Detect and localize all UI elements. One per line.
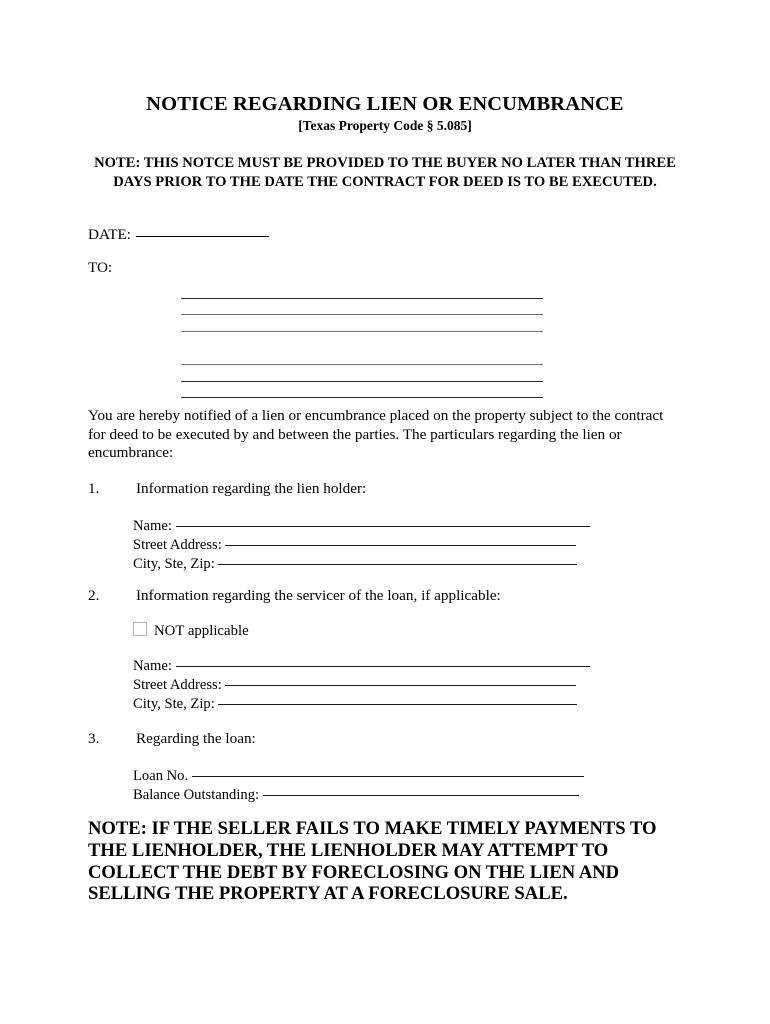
section-3-fields	[88, 767, 688, 805]
section-1-heading	[88, 480, 688, 498]
field-label-street-address: Street Address:	[133, 537, 222, 554]
field-rule-name	[176, 526, 590, 527]
field-rule-servicer-street-address	[225, 685, 576, 686]
page-title: NOTICE REGARDING LIEN OR ENCUMBRANCE	[146, 93, 624, 115]
checkbox-icon-not-applicable[interactable]	[133, 622, 147, 636]
section-2	[88, 587, 688, 714]
section-2-fields	[88, 657, 688, 714]
section-1-number: 1.	[88, 480, 100, 497]
section-3-heading-text: Regarding the loan:	[136, 730, 256, 747]
field-label-servicer-city-ste-zip: City, Ste, Zip:	[133, 696, 215, 713]
date-input-rule[interactable]	[136, 236, 269, 237]
to-lines-gap	[181, 332, 543, 349]
document-subtitle: [Texas Property Code § 5.085]	[298, 118, 472, 133]
to-label: TO:	[88, 259, 113, 276]
field-rule-city-ste-zip	[218, 564, 577, 565]
field-row-name	[133, 517, 688, 536]
field-label-loan-no: Loan No.	[133, 768, 189, 785]
field-rule-street-address	[225, 545, 576, 546]
field-rule-balance-outstanding	[263, 795, 579, 796]
to-line-4[interactable]	[181, 349, 543, 366]
body-paragraph: You are hereby notified of a lien or encumbrance placed on the property subject to the contract for deed to be executed by and between the parties. The particulars regarding the lien or encumbrance:	[88, 407, 664, 462]
field-row-balance-outstanding	[133, 786, 688, 805]
field-row-loan-no	[133, 767, 688, 786]
section-1-fields	[88, 517, 688, 574]
section-2-heading-text: Information regarding the servicer of the loan, if applicable:	[136, 587, 501, 604]
field-label-city-ste-zip: City, Ste, Zip:	[133, 556, 215, 573]
closing-notice-text: NOTE: IF THE SELLER FAILS TO MAKE TIMELY PAYMENTS TO THE LIENHOLDER, THE LIENHOLDER MAY ATTEMPT TO COLLECT THE DEBT BY FORECLOSING ON THE LIEN AND SELLING THE PROPERTY AT A FORECLOSURE SALE.	[88, 818, 657, 905]
header-notice-text: NOTE: THIS NOTCE MUST BE PROVIDED TO THE BUYER NO LATER THAN THREE DAYS PRIOR TO THE DATE THE CONTRACT FOR DEED IS TO BE EXECUTED.	[94, 155, 676, 190]
not-applicable-row[interactable]	[88, 622, 688, 641]
section-3	[88, 730, 688, 805]
section-1	[88, 480, 688, 574]
date-label: DATE:	[88, 226, 132, 243]
section-3-heading	[88, 730, 688, 748]
to-line-6[interactable]	[181, 382, 543, 399]
field-label-servicer-street-address: Street Address:	[133, 677, 222, 694]
field-row-city-ste-zip	[133, 555, 688, 574]
field-rule-loan-no	[192, 776, 584, 777]
field-rule-servicer-name	[176, 666, 590, 667]
field-label-name: Name:	[133, 518, 172, 535]
to-line-5[interactable]	[181, 365, 543, 382]
date-field-row	[88, 226, 269, 244]
section-3-number: 3.	[88, 730, 100, 747]
to-line-1[interactable]	[181, 282, 543, 299]
field-row-street-address	[133, 536, 688, 555]
to-line-2[interactable]	[181, 299, 543, 316]
field-row-servicer-city-ste-zip	[133, 695, 688, 714]
field-row-servicer-name	[133, 657, 688, 676]
section-1-heading-text: Information regarding the lien holder:	[136, 480, 367, 497]
to-line-3[interactable]	[181, 315, 543, 332]
field-label-balance-outstanding: Balance Outstanding:	[133, 787, 260, 804]
field-row-servicer-street-address	[133, 676, 688, 695]
checkbox-label-not-applicable: NOT applicable	[154, 623, 249, 640]
to-address-lines	[181, 282, 543, 398]
field-rule-servicer-city-ste-zip	[218, 704, 577, 705]
section-2-heading	[88, 587, 688, 605]
field-label-servicer-name: Name:	[133, 658, 172, 675]
section-2-number: 2.	[88, 587, 100, 604]
